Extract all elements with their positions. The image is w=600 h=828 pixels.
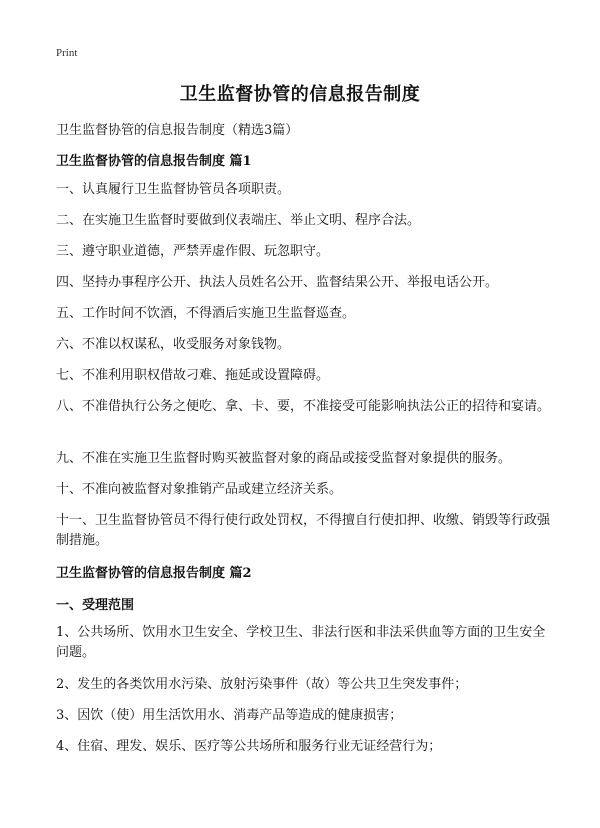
section-1-item-6: 六、不准以权谋私，收受服务对象钱物。 xyxy=(56,337,291,352)
section-1-item-2: 二、在实施卫生监督时要做到仪表端庄、举止文明、程序合法。 xyxy=(56,213,421,228)
section-2-item-4: 4、住宿、理发、娱乐、医疗等公共场所和服务行业无证经营行为； xyxy=(56,739,442,754)
document-subtitle: 卫生监督协管的信息报告制度（精选3篇） xyxy=(56,123,299,138)
section-1-heading: 卫生监督协管的信息报告制度 篇1 xyxy=(56,154,252,169)
section-1-item-4: 四、坚持办事程序公开、执法人员姓名公开、监督结果公开、举报电话公开。 xyxy=(56,275,499,290)
section-1-item-5: 五、工作时间不饮酒，不得酒后实施卫生监督巡查。 xyxy=(56,306,356,321)
section-2-subheading: 一、受理范围 xyxy=(56,598,135,613)
print-label[interactable]: Print xyxy=(56,47,78,59)
document-title: 卫生监督协管的信息报告制度 xyxy=(179,84,421,105)
section-2-item-2: 2、发生的各类饮用水污染、放射污染事件（故）等公共卫生突发事件； xyxy=(56,677,468,692)
section-2-item-3: 3、因饮（使）用生活饮用水、消毒产品等造成的健康损害； xyxy=(56,708,403,723)
section-1-item-7: 七、不准利用职权借故刁难、拖延或设置障碍。 xyxy=(56,368,330,383)
section-1-item-11: 十一、卫生监督协管员不得行使行政处罚权，不得擅自行使扣押、收缴、销毁等行政强制措施。 xyxy=(56,513,551,548)
section-1-item-10: 十、不准向被监督对象推销产品或建立经济关系。 xyxy=(56,482,343,497)
section-1-item-8: 八、不准借执行公务之便吃、拿、卡、要，不准接受可能影响执法公正的招待和宴请。 xyxy=(56,399,551,414)
section-2-item-1: 1、公共场所、饮用水卫生安全、学校卫生、非法行医和非法采供血等方面的卫生安全问题。 xyxy=(56,625,546,660)
section-2-heading: 卫生监督协管的信息报告制度 篇2 xyxy=(56,566,252,581)
section-1-item-9: 九、不准在实施卫生监督时购买被监督对象的商品或接受监督对象提供的服务。 xyxy=(56,451,512,466)
section-1-item-3: 三、遵守职业道德，严禁弄虚作假、玩忽职守。 xyxy=(56,244,330,259)
section-1-item-1: 一、认真履行卫生监督协管员各项职责。 xyxy=(56,182,291,197)
